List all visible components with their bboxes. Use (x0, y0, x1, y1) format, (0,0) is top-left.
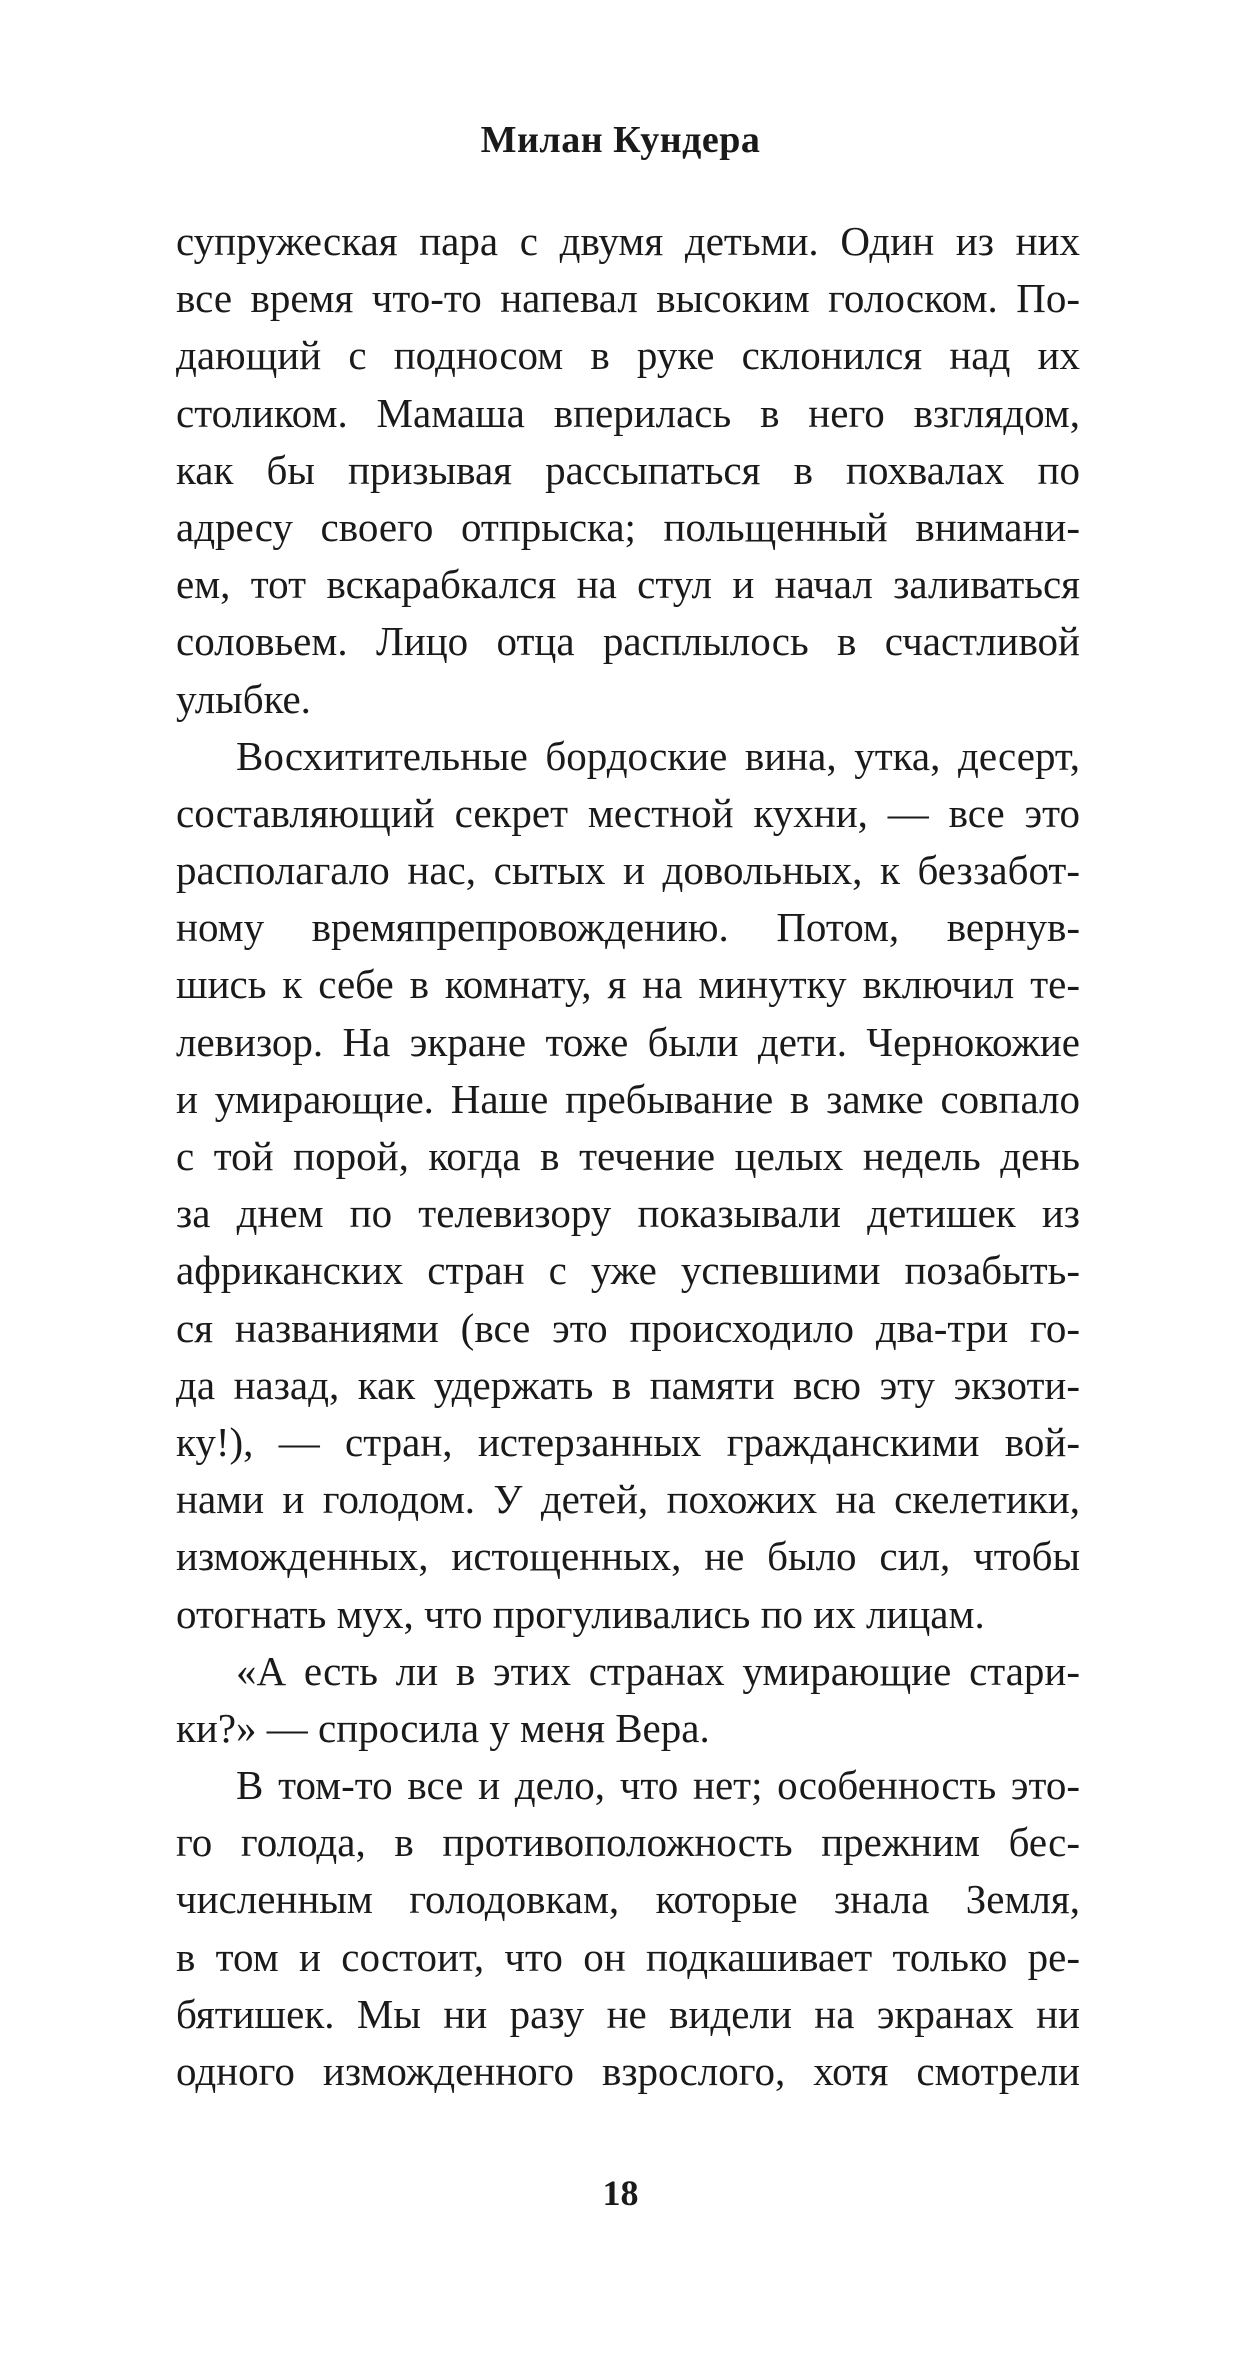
text-line: бятишек. Мы ни разу не видели на экранах ни (176, 1990, 1080, 2037)
text-line: улыбке. (176, 675, 311, 722)
text-line: все время что-то напевал высоким голоском. По- (176, 275, 1080, 322)
paragraph (176, 213, 1080, 728)
text-line: левизор. На экране тоже были дети. Чернокожие (176, 1018, 1080, 1065)
page-number: 18 (602, 2173, 639, 2213)
text-line: африканских стран с уже успевшими позабыть- (176, 1247, 1080, 1294)
text-line: отогнать мух, что прогуливались по их лицам. (176, 1590, 985, 1637)
text-line: ем, тот вскарабкался на стул и начал заливаться (176, 561, 1080, 608)
text-line: столиком. Мамаша вперилась в него взглядом, (176, 389, 1080, 436)
running-title: Милан Кундера (480, 119, 761, 161)
text-line: В том-то все и дело, что нет; особенность это- (236, 1762, 1080, 1809)
paragraph (176, 728, 1080, 1643)
text-line: ся названиями (все это происходило два-три го- (176, 1304, 1080, 1351)
text-line: составляющий секрет местной кухни, — все это (176, 789, 1080, 836)
text-line: соловьем. Лицо отца расплылось в счастливой (176, 618, 1080, 665)
text-line: Восхитительные бордоские вина, утка, десерт, (236, 732, 1080, 779)
text-line: супружеская пара с двумя детьми. Один из них (176, 218, 1080, 264)
text-line: ки?» — спросила у меня Вера. (176, 1704, 710, 1751)
paragraph (176, 1643, 1080, 1757)
text-line: «А есть ли в этих странах умирающие стари- (236, 1647, 1080, 1694)
text-line: шись к себе в комнату, я на минутку включил те- (176, 961, 1080, 1008)
text-line: дающий с подносом в руке склонился над их (176, 332, 1080, 379)
text-line: располагало нас, сытых и довольных, к беззабот- (176, 847, 1080, 894)
text-line: как бы призывая рассыпаться в похвалах по (176, 446, 1080, 493)
text-line: одного изможденного взрослого, хотя смотрели (176, 2048, 1080, 2094)
text-line: численным голодовкам, которые знала Земля, (176, 1876, 1080, 1923)
text-line: адресу своего отпрыска; польщенный внимани- (176, 503, 1080, 550)
text-line: и умирающие. Наше пребывание в замке совпало (176, 1075, 1080, 1122)
text-line: да назад, как удержать в памяти всю эту экзоти- (176, 1361, 1080, 1408)
text-line: в том и состоит, что он подкашивает только ре- (176, 1933, 1080, 1980)
text-line: изможденных, истощенных, не было сил, чтобы (176, 1533, 1080, 1580)
text-line: ку!), — стран, истерзанных гражданскими вой- (176, 1418, 1080, 1465)
text-line: с той порой, когда в течение целых недель день (176, 1133, 1080, 1179)
text-line: го голода, в противоположность прежним бес- (176, 1819, 1080, 1866)
text-line: за днем по телевизору показывали детишек из (176, 1190, 1080, 1237)
text-line: ному времяпрепровождению. Потом, вернув- (176, 904, 1080, 951)
text-line: нами и голодом. У детей, похожих на скелетики, (176, 1476, 1080, 1523)
paragraph (176, 1757, 1080, 2100)
body-text (176, 213, 1080, 2100)
